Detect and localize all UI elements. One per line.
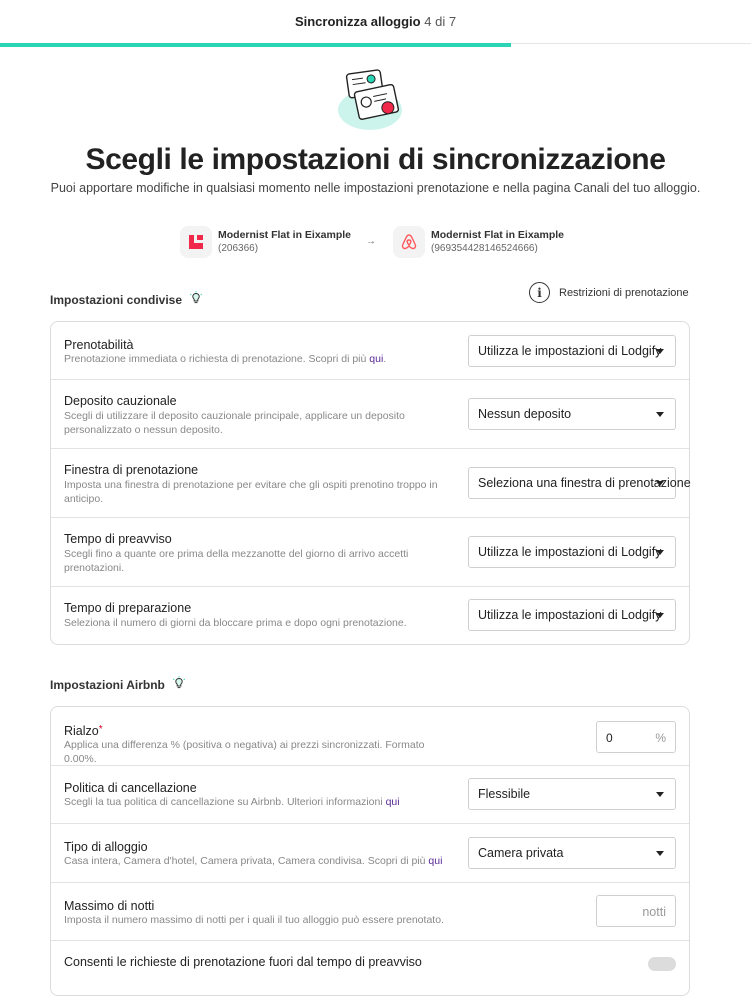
- source-listing-id: (206366): [218, 243, 259, 254]
- setting-label: Consenti le richieste di prenotazione fuori dal tempo di preavviso: [64, 955, 422, 969]
- airbnb-settings-title: Impostazioni Airbnb: [50, 677, 165, 692]
- nights-placeholder: notti: [642, 905, 666, 919]
- page-subtitle: Puoi apportare modifiche in qualsiasi momento nelle impostazioni prenotazione e nella pagina Canali del tuo alloggio.: [50, 181, 701, 195]
- target-listing-name: Modernist Flat in Eixample: [431, 229, 565, 241]
- setting-row-property-type: [51, 824, 689, 883]
- airbnb-settings-heading: [50, 676, 186, 693]
- setting-description: Casa intera, Camera d'hotel, Camera privata, Camera condivisa. Scopri di più qui: [64, 855, 443, 867]
- advance-notice-select[interactable]: [468, 536, 676, 568]
- select-value: Utilizza le impostazioni di Lodgify: [478, 608, 662, 622]
- step-indicator: [0, 14, 751, 29]
- shared-settings-heading: [50, 291, 203, 308]
- chevron-down-icon: [656, 481, 664, 486]
- chevron-down-icon: [656, 792, 664, 797]
- setting-description: Imposta una finestra di prenotazione per evitare che gli ospiti prenotino troppo in anticipo.: [64, 479, 438, 505]
- setting-label: Rialzo*: [64, 724, 103, 738]
- page-title: Scegli le impostazioni di sincronizzazione: [85, 143, 666, 176]
- setting-row-advance-notice: [51, 518, 689, 587]
- setting-row-booking-window: [51, 449, 689, 518]
- markup-value: 0: [606, 731, 613, 745]
- chevron-down-icon: [656, 613, 664, 618]
- setting-row-preparation-time: [51, 587, 689, 644]
- step-title: Sincronizza alloggio: [294, 14, 421, 29]
- setting-description: Scegli la tua politica di cancellazione su Airbnb. Ulteriori informazioni qui: [64, 796, 400, 808]
- airbnb-settings-card: [50, 706, 690, 996]
- percent-unit: %: [655, 731, 666, 745]
- setting-description: Seleziona il numero di giorni da bloccare prima e dopo ogni prenotazione.: [64, 617, 407, 629]
- cards-illustration: [336, 66, 408, 132]
- chevron-down-icon: [656, 349, 664, 354]
- setting-label: Massimo di notti: [64, 899, 155, 913]
- learn-more-link[interactable]: qui: [428, 855, 443, 867]
- setting-row-max-nights: [51, 883, 689, 941]
- setting-label: Tempo di preparazione: [64, 601, 192, 615]
- outside-notice-toggle[interactable]: [648, 957, 676, 971]
- property-type-select[interactable]: [468, 837, 676, 869]
- setting-row-security-deposit: [51, 380, 689, 449]
- booking-restrictions-link[interactable]: [529, 282, 689, 303]
- markup-input[interactable]: [596, 721, 676, 753]
- select-value: Flessibile: [478, 787, 531, 801]
- bookability-select[interactable]: [468, 335, 676, 367]
- airbnb-logo-icon: [393, 226, 425, 258]
- target-listing-id: (969354428146524666): [431, 243, 538, 254]
- setting-row-cancellation-policy: [51, 766, 689, 824]
- required-mark: *: [98, 724, 103, 735]
- learn-more-link[interactable]: qui: [369, 353, 384, 365]
- setting-description: Prenotazione immediata o richiesta di prenotazione. Scopri di più qui.: [64, 353, 387, 365]
- top-bar: [0, 0, 751, 44]
- setting-row-markup: [51, 707, 689, 766]
- setting-label: Deposito cauzionale: [64, 394, 177, 408]
- info-icon: i: [529, 282, 550, 303]
- sync-arrow-icon: →: [366, 236, 376, 247]
- progress-bar: [0, 43, 751, 47]
- setting-label: Tipo di alloggio: [64, 840, 148, 854]
- setting-description: Imposta il numero massimo di notti per i quali il tuo alloggio può essere prenotato.: [64, 914, 444, 926]
- target-listing: [393, 226, 564, 258]
- select-value: Seleziona una finestra di prenotazione: [478, 476, 691, 490]
- chevron-down-icon: [656, 851, 664, 856]
- chevron-down-icon: [656, 412, 664, 417]
- booking-restrictions-label: Restrizioni di prenotazione: [559, 286, 689, 299]
- setting-row-bookability: [51, 322, 689, 380]
- setting-label: Tempo di preavviso: [64, 532, 172, 546]
- shared-settings-card: [50, 321, 690, 645]
- source-listing-name: Modernist Flat in Eixample: [218, 229, 352, 241]
- setting-description: Scegli fino a quante ore prima della mezzanotte del giorno di arrivo accetti prenotazioni.: [64, 548, 409, 574]
- lightbulb-icon[interactable]: [172, 676, 186, 693]
- select-value: Utilizza le impostazioni di Lodgify: [478, 545, 662, 559]
- setting-description: Applica una differenza % (positiva o negativa) ai prezzi sincronizzati. Formato 0.00%.: [64, 739, 425, 765]
- progress-fill: [0, 43, 511, 47]
- sync-listings: [180, 226, 600, 262]
- booking-window-select[interactable]: [468, 467, 691, 499]
- setting-description: Scegli di utilizzare il deposito cauzionale principale, applicare un deposito personalizzato o nessun deposito.: [64, 410, 405, 436]
- shared-settings-title: Impostazioni condivise: [50, 292, 183, 307]
- security-deposit-select[interactable]: [468, 398, 676, 430]
- step-count: 4 di 7: [424, 14, 457, 29]
- setting-row-outside-notice: [51, 941, 689, 997]
- preparation-time-select[interactable]: [468, 599, 676, 631]
- lightbulb-icon[interactable]: [189, 291, 203, 308]
- select-value: Camera privata: [478, 846, 564, 860]
- cancellation-policy-select[interactable]: [468, 778, 676, 810]
- setting-label: Prenotabilità: [64, 338, 134, 352]
- setting-label: Politica di cancellazione: [64, 781, 197, 795]
- source-listing: [180, 226, 351, 258]
- select-value: Utilizza le impostazioni di Lodgify: [478, 344, 662, 358]
- learn-more-link[interactable]: qui: [385, 796, 400, 808]
- setting-label: Finestra di prenotazione: [64, 463, 199, 477]
- max-nights-input[interactable]: [596, 895, 676, 927]
- lodgify-logo-icon: [180, 226, 212, 258]
- chevron-down-icon: [656, 550, 664, 555]
- select-value: Nessun deposito: [478, 407, 572, 421]
